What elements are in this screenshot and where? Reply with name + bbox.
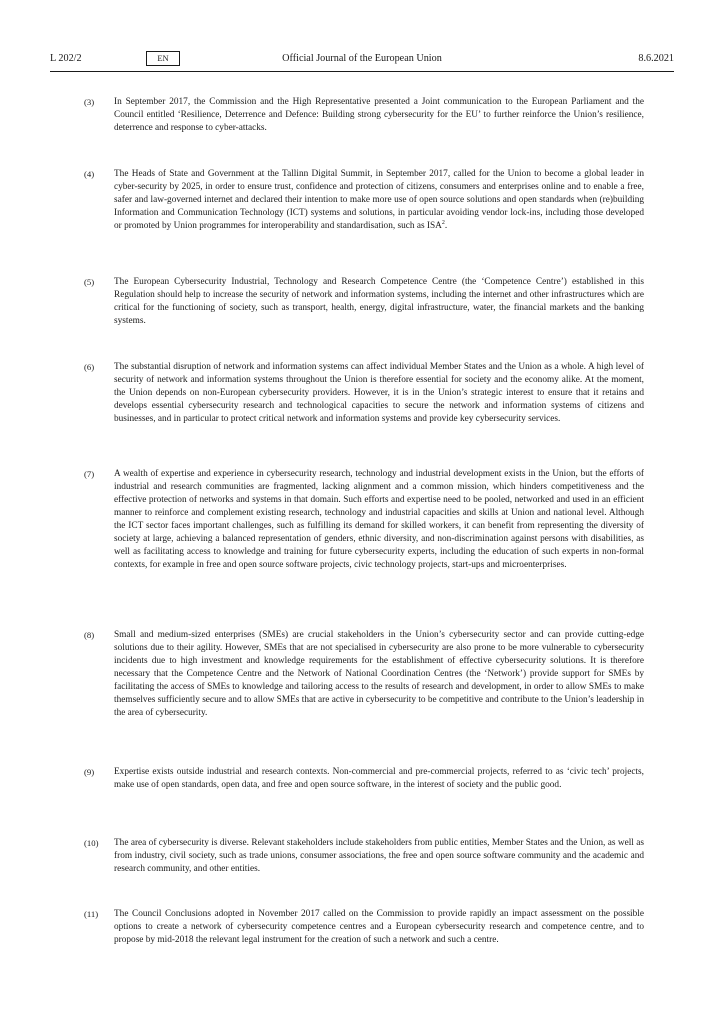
recital-8	[84, 629, 644, 720]
recital-10	[84, 837, 644, 876]
recital-number: (6)	[84, 362, 95, 372]
recital-number: (5)	[84, 277, 95, 287]
recital-text: A wealth of expertise and experience in cybersecurity research, technology and industrial development exists in the Union, but the efforts of industrial and research communities are fragmented, lacking alignment and a common mission, which hinders competitiveness and the effective protection of networks and systems in that domain. Such efforts and expertise need to be pooled, networked and used in an efficient manner to reinforce and complement existing research, technology and industrial capacities and skills at Union and national level. Although the ICT sector faces important challenges, such as fulfilling its demand for skilled workers, it can benefit from representing the diversity of society at large, achieving a balanced representation of genders, ethnic diversity, and non-discrimination against persons with disabilities, as well as facilitating access to knowledge and training for future cybersecurity experts, including the education of such experts in non-formal contexts, for example in free and open source software projects, civic technology projects, start-ups and microenterprises.	[114, 469, 644, 570]
recital-5	[84, 276, 644, 328]
language-badge: EN	[146, 51, 180, 66]
recital-text: The Council Conclusions adopted in November 2017 called on the Commission to provide rapidly an impact assessment on the possible options to create a network of cybersecurity competence centres and a European cybersecurity research and competence centre, and to propose by mid-2018 the relevant legal instrument for the creation of such a network and such a centre.	[114, 909, 644, 945]
recital-11	[84, 908, 644, 947]
publication-date: 8.6.2021	[638, 53, 674, 64]
recital-text: The European Cybersecurity Industrial, Technology and Research Competence Centre (the ‘Competence Centre’) established in this Regulation should help to increase the security of network and information systems, including the internet and other infrastructures which are critical for the functioning of society, such as transport, health, energy, digital infrastructure, water, the financial markets and the banking systems.	[114, 277, 644, 326]
recital-number: (10)	[84, 838, 99, 848]
recital-7	[84, 468, 644, 572]
recital-number: (3)	[84, 97, 95, 107]
recital-number: (4)	[84, 169, 95, 179]
recital-number: (7)	[84, 469, 95, 479]
recital-text: The area of cybersecurity is diverse. Relevant stakeholders include stakeholders from public entities, Member States and the Union, as well as from industry, civil society, such as trade unions, consumer associations, the free and open source software community and the academic and research community, and other entities.	[114, 838, 644, 874]
recital-text: The substantial disruption of network and information systems can affect individual Member States and the Union as a whole. A high level of security of network and information systems throughout the Union is therefore essential for society and the economy alike. At the moment, the Union depends on non-European cybersecurity providers. However, it is in the Union’s strategic interest to ensure that it retains and develops essential cybersecurity research and technological capacities to secure the network and information systems of citizens and businesses, and in particular to protect critical network and information systems and provide key cybersecurity services.	[114, 362, 644, 424]
recital-3	[84, 96, 644, 135]
recital-body: The Heads of State and Government at the Tallinn Digital Summit, in September 2017, called for the Union to become a global leader in cyber-security by 2025, in order to ensure trust, confidence and protection of citizens, consumers and enterprises online and to enable a free, safer and law-governed internet and declared their intention to make more use of open source solutions and open standards when (re)building Information and Communication Technology (ICT) systems and solutions, in particular avoiding vendor lock-ins, including those developed or promoted by Union programmes for interoperability and standardisation, such as ISA	[114, 169, 644, 231]
recital-end: .	[444, 221, 448, 231]
journal-reference: L 202/2	[50, 53, 82, 64]
recital-text: Small and medium-sized enterprises (SMEs) are crucial stakeholders in the Union’s cybersecurity sector and can provide cutting-edge solutions due to their agility. However, SMEs that are not specialised in cybersecurity are also prone to be more vulnerable to cybersecurity incidents due to high investment and knowledge requirements for the establishment of effective cybersecurity solutions. It is therefore necessary that the Competence Centre and the Network of National Coordination Centres (the ‘Network’) provide support for SMEs by facilitating the access of SMEs to knowledge and tailoring access to the results of research and development, in order to allow SMEs to make themselves sufficiently secure and to allow SMEs that are active in cybersecurity to be competitive and contribute to the Union’s leadership in the area of cybersecurity.	[114, 630, 644, 718]
recital-6	[84, 361, 644, 426]
journal-title: Official Journal of the European Union	[282, 53, 442, 64]
recital-number: (11)	[84, 909, 99, 919]
footnote-marker[interactable]: 2	[441, 220, 445, 226]
recital-number: (8)	[84, 630, 95, 640]
recital-text: Expertise exists outside industrial and research contexts. Non-commercial and pre-commercial projects, referred to as ‘civic tech’ projects, make use of open standards, open data, and free and open source software, in the interest of society and the public good.	[114, 767, 644, 790]
header-rule	[50, 71, 674, 72]
recital-text: In September 2017, the Commission and the High Representative presented a Joint communication to the European Parliament and the Council entitled ‘Resilience, Deterrence and Defence: Building strong cybersecurity for the EU’ to further reinforce the Union’s resilience, deterrence and response to cyber-attacks.	[114, 97, 644, 133]
recital-number: (9)	[84, 767, 95, 777]
recital-text	[114, 168, 644, 233]
recital-9	[84, 766, 644, 792]
page-header	[50, 50, 674, 68]
recital-4	[84, 168, 644, 233]
